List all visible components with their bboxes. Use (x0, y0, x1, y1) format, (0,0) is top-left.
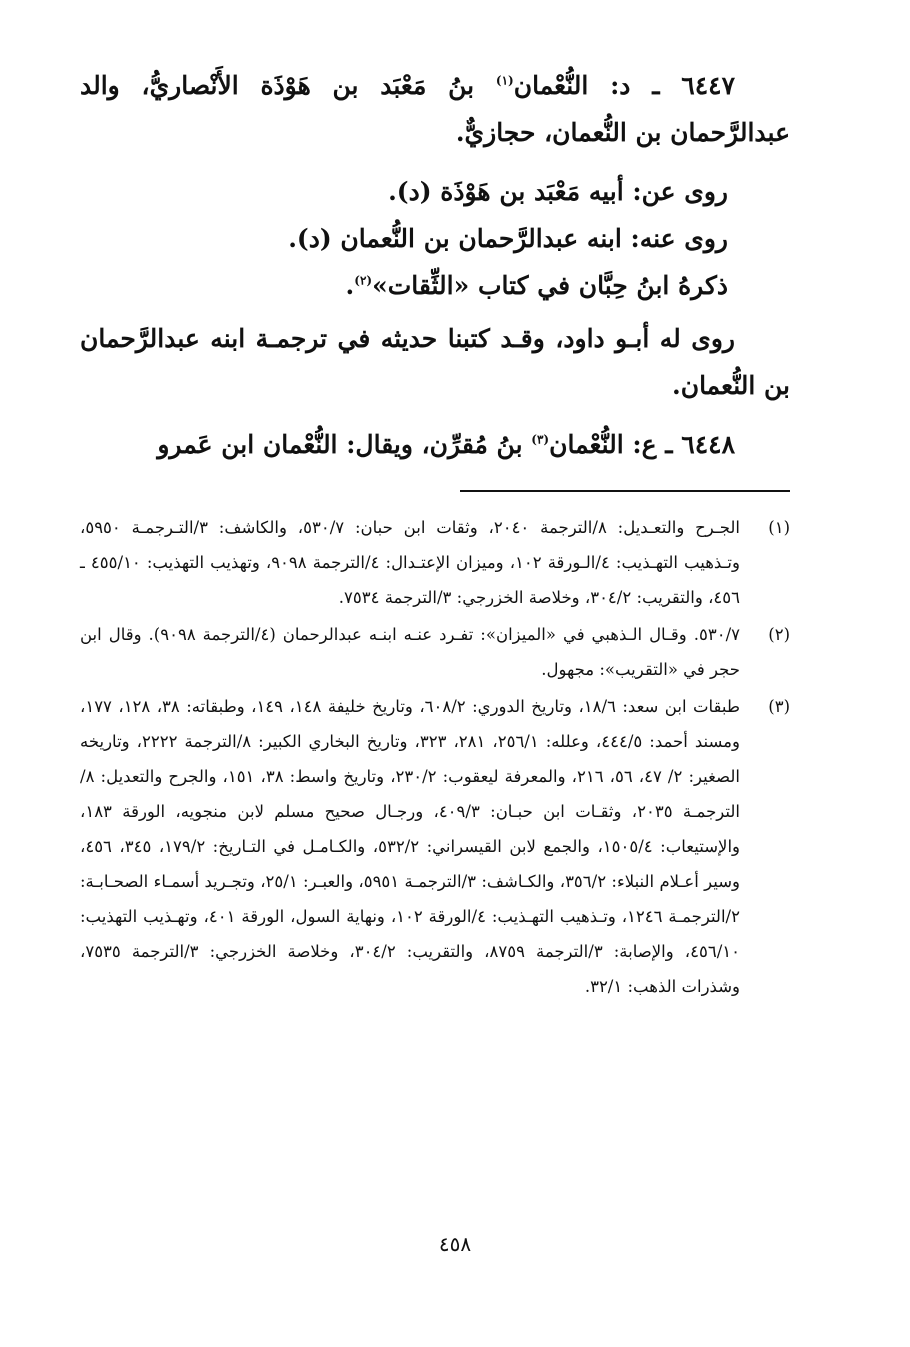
entry-rest: بنُ مَعْبَد بن هَوْذَة الأَنْصاريُّ، والد عبدالرَّحمان بن النُّعمان، حجازيٌّ. (80, 71, 790, 147)
dhakara-text: ذكرهُ ابنُ حِبَّان في كتاب «الثِّقات» (372, 271, 728, 300)
footnote-1 (80, 510, 790, 615)
rawa-anhu-label: روى عنه: (630, 224, 728, 253)
footnote-number: (١) (768, 518, 790, 537)
narration-paragraph: روى له أبـو داود، وقـد كتبنا حديثه في ترجمـة ابنه عبدالرَّحمان بن النُّعمان. (80, 324, 790, 400)
footnote-text: طبقات ابن سعد: ١٨/٦، وتاريخ الدوري: ٦٠٨/٢، وتاريخ خليفة ١٤٨، ١٤٩، وطبقاته: ٣٨، ١٢٨، ١٧٧، ومسند أحمد: ٤٤٤/٥، وعلله: ٢٥٦/١، ٢٨١، ٣٢٣، وتاريخ البخاري الكبير: ٨/الترجمة ٢٢٢٢، وتاريخه الصغير: ٢/ ٤٧، ٥٦، ٢١٦، والمعرفة ليعقوب: ٢٣٠/٢، وتاريخ واسط: ٣٨، ١٥١، والجرح والتعديل: ٨/الترجمـة ٢٠٣٥، وثقـات ابن حبـان: ٤٠٩/٣، ورجـال صحيح مسلم لابن منجويه، الورقة ١٨٣، والإستيعاب: ١٥٠٥/٤، والجمع لابن القيسراني: ٥٣٢/٢، والكـامـل في التـاريخ: ١٧٩/٢، ٣٤٥، ٤٥٦، وسير أعـلام النبلاء: ٣٥٦/٢، والكـاشف: ٣/الترجمـة ٥٩٥١، والعبـر: ٢٥/١، وتجـريد أسمـاء الصحـابـة: ٢/الترجمـة ١٢٤٦، وتـذهيب التهـذيب: ٤/الورقة ١٠٢، ونهاية السول، الورقة ٤٠١، وتهـذيب التهذيب: ٤٥٦/١٠، والإصابة: ٣/الترجمة ٨٧٥٩، والتقريب: ٣٠٤/٢، وخلاصة الخزرجي: ٣/الترجمة ٧٥٣٥، وشذرات الذهب: ٣٢/١. (80, 697, 740, 996)
rawa-anhu-line (80, 215, 790, 262)
footnote-2 (80, 617, 790, 687)
entry-number: ٦٤٤٧ (681, 71, 735, 100)
footnote-ref-1[interactable]: (١) (495, 73, 514, 88)
footnote-text: ٥٣٠/٧. وقـال الـذهبي في «الميزان»: تفـرد عنـه ابنـه عبدالرحمان (٤/الترجمة ٩٠٩٨). وقال ابن حجر في «التقريب»: مجهول. (80, 625, 740, 679)
page-number: ٤٥٨ (438, 1232, 472, 1256)
footnote-3 (80, 689, 790, 1004)
rawa-an-text: أبيه مَعْبَد بن هَوْذَة (د). (388, 177, 633, 206)
footnote-ref-3[interactable]: (٣) (531, 432, 550, 447)
rawa-an-label: روى عن: (632, 177, 728, 206)
footnote-divider (460, 490, 790, 492)
entry-6447 (80, 62, 790, 156)
rawa-an-line (80, 168, 790, 215)
page-body (80, 62, 790, 1006)
entry-rest-2: بنُ مُقرِّن، ويقال: النُّعْمان ابن عَمرو (157, 430, 532, 459)
dhakara-end: . (345, 271, 355, 300)
footnotes (80, 510, 790, 1004)
footnote-text: الجـرح والتعـديل: ٨/الترجمة ٢٠٤٠، وثقات ابن حبان: ٥٣٠/٧، والكاشف: ٣/التـرجمـة ٥٩٥٠، وتـذهيب التهـذيب: ٤/الـورقة ١٠٢، وميزان الإعتـدال: ٤/الترجمة ٩٠٩٨، وتهذيب التهذيب: ٤٥٥/١٠ ـ ٤٥٦، والتقريب: ٣٠٤/٢، وخلاصة الخزرجي: ٣/الترجمة ٧٥٣٤. (80, 518, 740, 607)
entry-6448 (80, 421, 790, 468)
entry-number-2: ٦٤٤٨ (681, 430, 735, 459)
dhakara-line (80, 262, 790, 309)
footnote-ref-2[interactable]: (٢) (354, 273, 373, 288)
rawa-anhu-text: ابنه عبدالرَّحمان بن النُّعمان (د). (288, 224, 631, 253)
footnote-number: (٢) (768, 625, 790, 644)
entry-head-2: ـ ع: النُّعْمان (549, 430, 682, 459)
main-text (80, 62, 790, 468)
footnote-number: (٣) (768, 697, 790, 716)
entry-head: ـ د: النُّعْمان (513, 71, 682, 100)
